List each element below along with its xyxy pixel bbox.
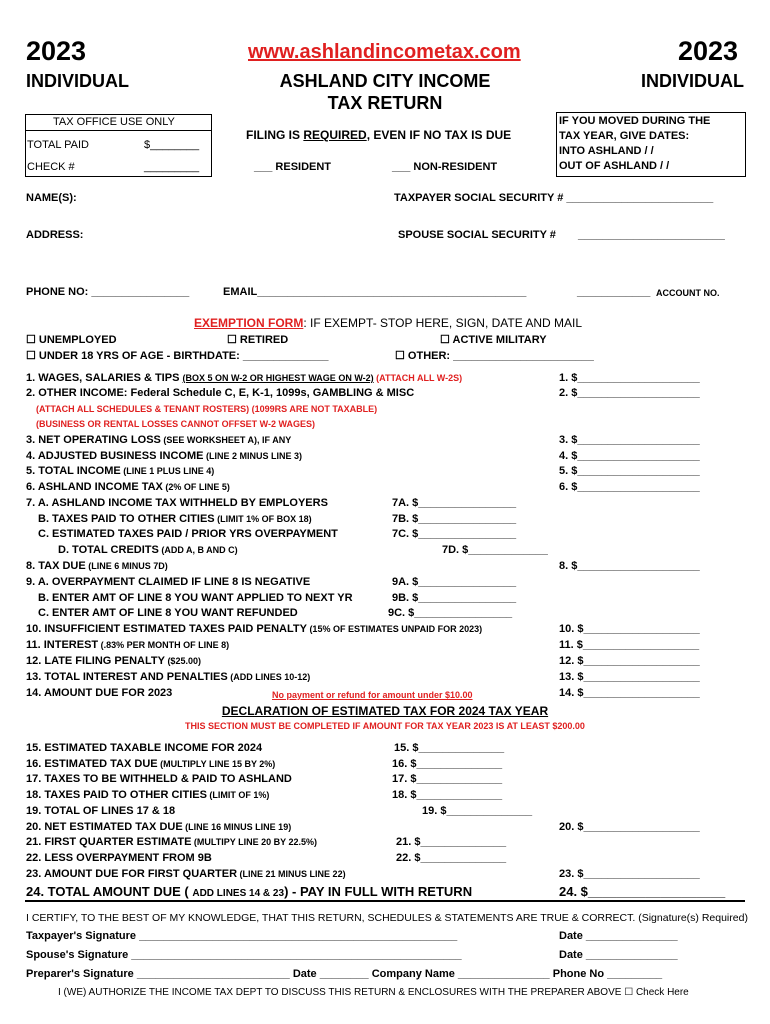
line-16-tax-due: 16. ESTIMATED TAX DUE (MULTIPLY LINE 15 BY 2%) — [26, 758, 276, 770]
line-11-amount[interactable]: 11. $___________________ — [559, 639, 700, 651]
line-19-amount[interactable]: 19. $______________ — [422, 805, 533, 817]
account-no-field[interactable]: ____________ — [577, 286, 651, 298]
check-number-label: CHECK # — [27, 161, 75, 173]
line-14-amount[interactable]: 14. $___________________ — [559, 687, 700, 699]
check-number-field[interactable]: _________ — [144, 161, 200, 173]
line-22-overpayment: 22. LESS OVERPAYMENT FROM 9B — [26, 852, 212, 864]
under-18-checkbox[interactable]: ☐ UNDER 18 YRS OF AGE - BIRTHDATE: ______________ — [26, 350, 329, 362]
line-16-amount[interactable]: 16. $______________ — [392, 758, 503, 770]
tax-office-title: TAX OFFICE USE ONLY — [53, 116, 175, 128]
line-18-amount[interactable]: 18. $______________ — [392, 789, 503, 801]
line-13-amount[interactable]: 13. $___________________ — [559, 671, 700, 683]
line-9a-overpayment: 9. A. OVERPAYMENT CLAIMED IF LINE 8 IS NEGATIVE — [26, 576, 311, 588]
active-military-checkbox[interactable]: ☐ ACTIVE MILITARY — [440, 334, 547, 346]
other-checkbox[interactable]: ☐ OTHER: _______________________ — [395, 350, 594, 362]
tax-office-box — [25, 114, 212, 177]
line-23-amount-due: 23. AMOUNT DUE FOR FIRST QUARTER (LINE 21 MINUS LINE 22) — [26, 868, 346, 880]
line-14-amount-due: 14. AMOUNT DUE FOR 2023 — [26, 687, 173, 699]
no-payment-note: No payment or refund for amount under $10.00 — [272, 690, 473, 700]
attach-schedules-note: (ATTACH ALL SCHEDULES & TENANT ROSTERS) (1099RS ARE NOT TAXABLE) — [36, 404, 378, 414]
year-left: 2023 — [26, 36, 87, 66]
line-9c-amount[interactable]: 9C. $________________ — [388, 607, 513, 619]
line-9b-amount[interactable]: 9B. $________________ — [392, 592, 517, 604]
line-7a-withheld: 7. A. ASHLAND INCOME TAX WITHHELD BY EMPLOYERS — [26, 497, 328, 509]
line-10-amount[interactable]: 10. $___________________ — [559, 623, 700, 635]
certify-statement: I CERTIFY, TO THE BEST OF MY KNOWLEDGE, THAT THIS RETURN, SCHEDULES & STATEMENTS ARE TRUE & CORRECT. (Signature(s) Required) — [26, 912, 748, 924]
address-label[interactable]: ADDRESS: — [26, 229, 84, 241]
line-12-amount[interactable]: 12. $___________________ — [559, 655, 700, 667]
line-15-amount[interactable]: 15. $______________ — [394, 742, 505, 754]
year-right: 2023 — [678, 36, 739, 66]
taxpayer-signature[interactable]: Taxpayer's Signature ____________________________________________________ — [26, 930, 458, 942]
declaration-title: DECLARATION OF ESTIMATED TAX FOR 2024 TAX YEAR — [221, 704, 549, 718]
retired-checkbox[interactable]: ☐ RETIRED — [227, 334, 289, 346]
filing-required-notice: FILING IS REQUIRED, EVEN IF NO TAX IS DUE — [246, 128, 512, 142]
line-17-amount[interactable]: 17. $______________ — [392, 773, 503, 785]
line-3-net-operating-loss: 3. NET OPERATING LOSS (SEE WORKSHEET A), IF ANY — [26, 434, 292, 446]
line-19-total: 19. TOTAL OF LINES 17 & 18 — [26, 805, 176, 817]
spouse-ssn-label: SPOUSE SOCIAL SECURITY # — [398, 229, 556, 241]
taxpayer-ssn-field[interactable]: TAXPAYER SOCIAL SECURITY # ________________________ — [394, 192, 714, 204]
resident-option[interactable]: ___ RESIDENT — [254, 161, 332, 173]
line-8-amount[interactable]: 8. $____________________ — [559, 560, 700, 572]
spouse-signature[interactable]: Spouse's Signature ______________________________________________________ — [26, 949, 462, 961]
line-5-amount[interactable]: 5. $____________________ — [559, 465, 700, 477]
moved-line2: TAX YEAR, GIVE DATES: — [559, 130, 690, 142]
out-of-ashland-date[interactable]: OUT OF ASHLAND / / — [559, 160, 670, 172]
line-1-wages: 1. WAGES, SALARIES & TIPS (BOX 5 ON W-2 OR HIGHEST WAGE ON W-2) (ATTACH ALL W-2S) — [26, 372, 463, 384]
line-20-net-estimated: 20. NET ESTIMATED TAX DUE (LINE 16 MINUS LINE 19) — [26, 821, 292, 833]
line-17-withheld: 17. TAXES TO BE WITHHELD & PAID TO ASHLAND — [26, 773, 292, 785]
line-2-amount[interactable]: 2. $____________________ — [559, 387, 700, 399]
total-paid-label: TOTAL PAID — [27, 139, 89, 151]
authorize-preparer[interactable]: I (WE) AUTHORIZE THE INCOME TAX DEPT TO DISCUSS THIS RETURN & ENCLOSURES WITH THE PREPARER ABOVE ☐ Check Here — [58, 987, 689, 998]
total-paid-field[interactable]: $________ — [144, 139, 200, 151]
taxpayer-date[interactable]: Date _______________ — [559, 930, 678, 942]
moved-line1: IF YOU MOVED DURING THE — [559, 115, 711, 127]
line-15-taxable-income: 15. ESTIMATED TAXABLE INCOME FOR 2024 — [26, 742, 263, 754]
individual-left: INDIVIDUAL — [26, 71, 129, 91]
declaration-subtitle: THIS SECTION MUST BE COMPLETED IF AMOUNT FOR TAX YEAR 2023 IS AT LEAST $200.00 — [185, 721, 585, 731]
names-label[interactable]: NAME(S): — [26, 192, 77, 204]
line-7b-amount[interactable]: 7B. $________________ — [392, 513, 517, 525]
line-7a-amount[interactable]: 7A. $________________ — [392, 497, 517, 509]
line-4-amount[interactable]: 4. $____________________ — [559, 450, 700, 462]
spouse-ssn-field[interactable]: ________________________ — [578, 229, 725, 241]
line-9c-refunded: C. ENTER AMT OF LINE 8 YOU WANT REFUNDED — [38, 607, 298, 619]
line-7d-total-credits: D. TOTAL CREDITS (ADD A, B AND C) — [58, 544, 238, 556]
account-no-label: ACCOUNT NO. — [656, 288, 720, 298]
line-7d-amount[interactable]: 7D. $_____________ — [442, 544, 548, 556]
form-title-line2: TAX RETURN — [327, 93, 443, 113]
line-12-late-filing: 12. LATE FILING PENALTY ($25.00) — [26, 655, 201, 667]
line-18-other-cities: 18. TAXES PAID TO OTHER CITIES (LIMIT OF 1%) — [26, 789, 270, 801]
line-2-other-income: 2. OTHER INCOME: Federal Schedule C, E, K-1, 1099s, GAMBLING & MISC — [26, 387, 415, 399]
line-5-total-income: 5. TOTAL INCOME (LINE 1 PLUS LINE 4) — [26, 465, 215, 477]
website-link[interactable]: www.ashlandincometax.com — [248, 41, 521, 63]
line-8-tax-due: 8. TAX DUE (LINE 6 MINUS 7D) — [26, 560, 168, 572]
line-9b-applied-next-year: B. ENTER AMT OF LINE 8 YOU WANT APPLIED TO NEXT YR — [38, 592, 353, 604]
nonresident-option[interactable]: ___ NON-RESIDENT — [392, 161, 498, 173]
email-field[interactable]: EMAIL____________________________________________ — [223, 286, 527, 298]
line-24-amount[interactable]: 24. $___________________ — [559, 884, 726, 899]
preparer-signature-row[interactable]: Preparer's Signature _________________________ Date ________ Company Name _______________ Phone No _________ — [26, 968, 663, 980]
phone-field[interactable]: PHONE NO: ________________ — [26, 286, 190, 298]
line-7c-amount[interactable]: 7C. $________________ — [392, 528, 517, 540]
line-4-adjusted-business-income: 4. ADJUSTED BUSINESS INCOME (LINE 2 MINUS LINE 3) — [26, 450, 302, 462]
exemption-form-header: EXEMPTION FORM: IF EXEMPT- STOP HERE, SIGN, DATE AND MAIL — [194, 316, 583, 330]
line-13-total-interest: 13. TOTAL INTEREST AND PENALTIES (ADD LINES 10-12) — [26, 671, 311, 683]
line-20-amount[interactable]: 20. $___________________ — [559, 821, 700, 833]
line-23-amount[interactable]: 23. $___________________ — [559, 868, 700, 880]
line-22-amount[interactable]: 22. $______________ — [396, 852, 507, 864]
business-losses-note: (BUSINESS OR RENTAL LOSSES CANNOT OFFSET W-2 WAGES) — [36, 419, 315, 429]
line-7c-estimated-paid: C. ESTIMATED TAXES PAID / PRIOR YRS OVERPAYMENT — [38, 528, 338, 540]
into-ashland-date[interactable]: INTO ASHLAND / / — [559, 145, 654, 157]
line-11-interest: 11. INTEREST (.83% PER MONTH OF LINE 8) — [26, 639, 230, 651]
line-21-amount[interactable]: 21. $______________ — [396, 836, 507, 848]
moved-dates-box — [556, 112, 746, 177]
line-9a-amount[interactable]: 9A. $________________ — [392, 576, 517, 588]
individual-right: INDIVIDUAL — [641, 71, 744, 91]
line-1-amount[interactable]: 1. $____________________ — [559, 372, 700, 384]
line-10-penalty: 10. INSUFFICIENT ESTIMATED TAXES PAID PENALTY (15% OF ESTIMATES UNPAID FOR 2023) — [26, 623, 483, 635]
spouse-date[interactable]: Date _______________ — [559, 949, 678, 961]
line-6-amount[interactable]: 6. $____________________ — [559, 481, 700, 493]
form-title-line1: ASHLAND CITY INCOME — [279, 71, 491, 91]
line-7b-other-cities: B. TAXES PAID TO OTHER CITIES (LIMIT 1% OF BOX 18) — [38, 513, 312, 525]
line-6-ashland-income-tax: 6. ASHLAND INCOME TAX (2% OF LINE 5) — [26, 481, 230, 493]
line-24-total-amount-due: 24. TOTAL AMOUNT DUE ( ADD LINES 14 & 23) - PAY IN FULL WITH RETURN — [26, 884, 473, 899]
unemployed-checkbox[interactable]: ☐ UNEMPLOYED — [26, 334, 117, 346]
line-3-amount[interactable]: 3. $____________________ — [559, 434, 700, 446]
line-21-first-quarter: 21. FIRST QUARTER ESTIMATE (MULTIPY LINE 20 BY 22.5%) — [26, 836, 317, 848]
